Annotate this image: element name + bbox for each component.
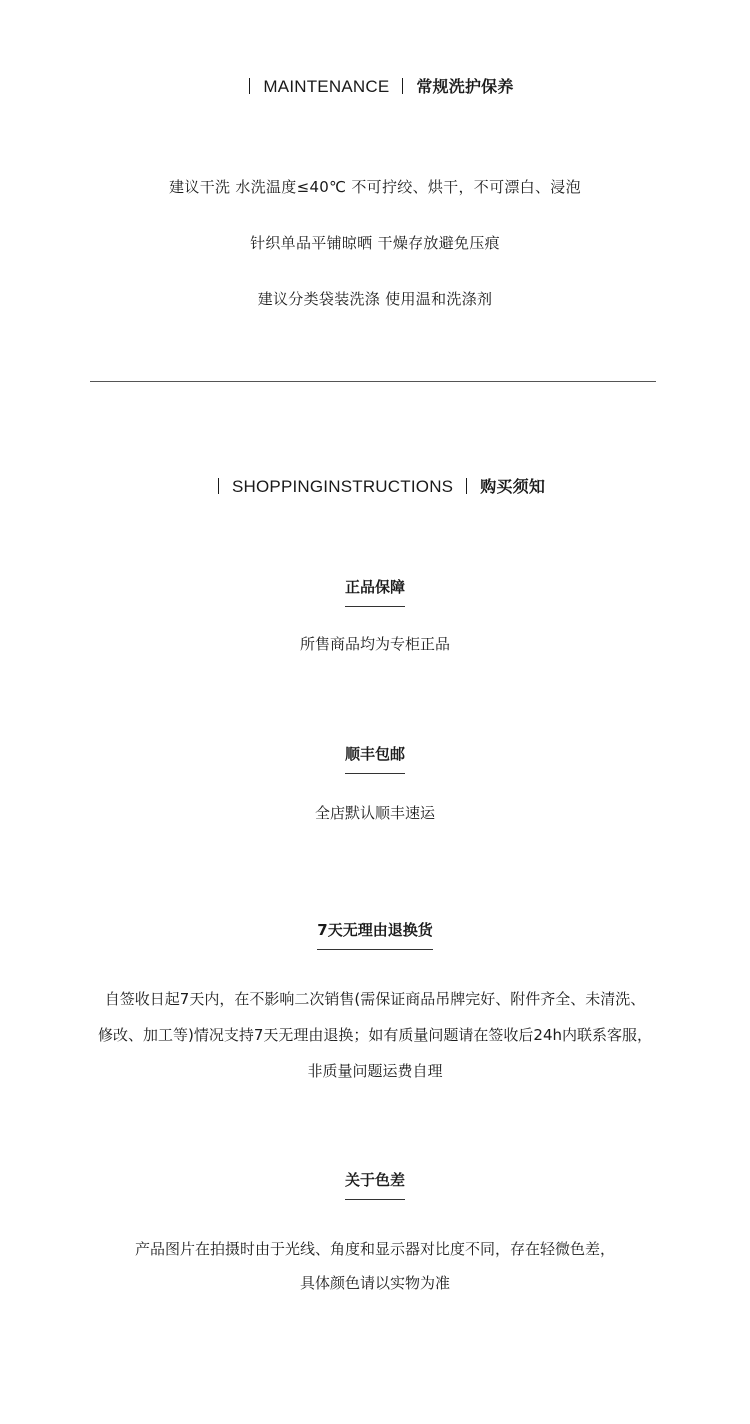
authenticity-section [0,576,750,607]
heading-divider-bar [402,78,403,94]
care-line-3: 建议分类袋装洗涤 使用温和洗涤剂 [257,290,493,308]
authenticity-title: 正品保障 [345,576,405,607]
maintenance-heading [0,74,750,97]
heading-divider-bar [466,478,467,494]
color-difference-text-line-1: 产品图片在拍摄时由于光线、角度和显示器对比度不同，存在轻微色差， [134,1240,615,1258]
authenticity-text: 所售商品均为专柜正品 [299,635,450,653]
shopping-title-cn: 购买须知 [480,477,546,496]
returns-text-line-2: 修改、加工等)情况支持7天无理由退换；如有质量问题请在签收后24h内联系客服， [98,1026,652,1044]
shopping-title-en: SHOPPINGINSTRUCTIONS [231,477,454,496]
returns-text-line-3: 非质量问题运费自理 [307,1062,443,1080]
shopping-heading [0,474,750,497]
maintenance-title-en: MAINTENANCE [263,77,390,96]
maintenance-title-cn: 常规洗护保养 [416,77,514,96]
shipping-section [0,743,750,774]
color-difference-text-line-2: 具体颜色请以实物为准 [299,1274,450,1292]
care-line-2: 针织单品平铺晾晒 干燥存放避免压痕 [250,234,500,252]
color-difference-section [0,1169,750,1200]
care-line-1: 建议干洗 水洗温度≤40℃ 不可拧绞、烘干，不可漂白、浸泡 [169,178,581,196]
heading-divider-bar [249,78,250,94]
shipping-title: 顺丰包邮 [345,743,405,774]
returns-text-line-1: 自签收日起7天内，在不影响二次销售(需保证商品吊牌完好、附件齐全、未清洗、 [104,990,646,1008]
section-divider [90,381,656,382]
returns-section [0,919,750,950]
heading-divider-bar [218,478,219,494]
shipping-text: 全店默认顺丰速运 [314,804,435,822]
color-difference-title: 关于色差 [345,1169,405,1200]
returns-title: 7天无理由退换货 [317,919,432,950]
